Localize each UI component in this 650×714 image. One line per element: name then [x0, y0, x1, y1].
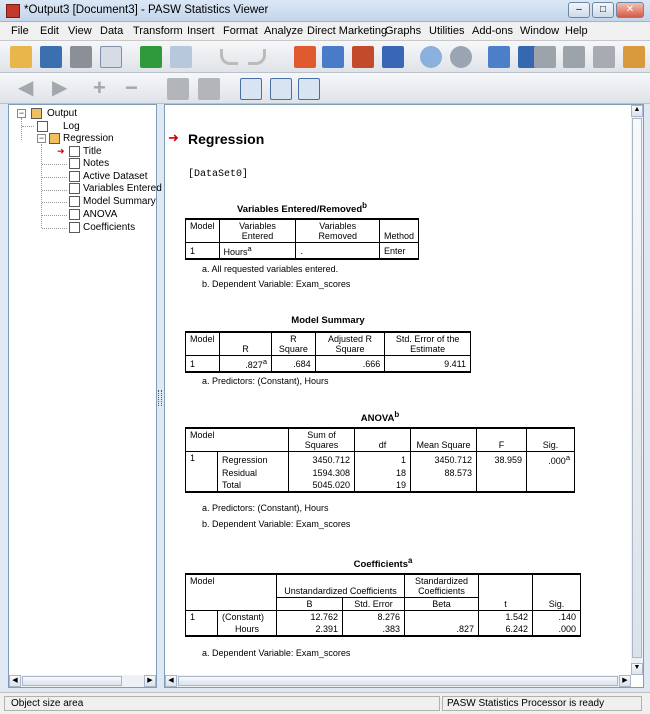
- header-cell: Variables Entered: [219, 219, 296, 243]
- table-cell: [477, 479, 527, 492]
- scroll-left-icon[interactable]: ◀: [9, 675, 21, 687]
- output-doc-icon[interactable]: [563, 46, 585, 68]
- close-button[interactable]: ✕: [616, 2, 644, 18]
- tree-variables-entered[interactable]: Variables Entered: [83, 183, 162, 194]
- content-vscrollbar[interactable]: [631, 105, 643, 675]
- table-cell: 38.959: [477, 452, 527, 468]
- insert-title-icon[interactable]: [270, 78, 292, 100]
- print-icon[interactable]: [70, 46, 92, 68]
- table-cell: 1: [186, 611, 218, 637]
- header-cell: R: [220, 332, 272, 356]
- table-cell: .827: [405, 623, 479, 636]
- menu-utilities[interactable]: Utilities: [429, 25, 465, 37]
- print-preview-icon[interactable]: [100, 46, 122, 68]
- menu-view[interactable]: View: [68, 25, 92, 37]
- show-icon[interactable]: [167, 78, 189, 100]
- open-icon[interactable]: [10, 46, 32, 68]
- output-content-pane: [164, 104, 644, 688]
- active-dataset-icon: [69, 171, 80, 182]
- header-cell: Sum of Squares: [289, 428, 355, 452]
- header-cell: Adjusted R Square: [315, 332, 385, 356]
- header-cell: Model: [186, 332, 220, 356]
- table-cell: 1594.308: [289, 467, 355, 479]
- title-bar: [0, 0, 650, 22]
- scroll-down-icon[interactable]: ▼: [631, 663, 643, 675]
- recall-dialog-icon[interactable]: [170, 46, 192, 68]
- anova-title[interactable]: ANOVA$^b$: [360, 410, 400, 425]
- undo-icon[interactable]: [220, 49, 238, 65]
- table-cell: Hours$^a$: [219, 243, 296, 260]
- header-cell: df: [355, 428, 411, 452]
- table-cell: [411, 479, 477, 492]
- window-title: *Output3 [Document3] - PASW Statistics Viewer: [24, 4, 269, 16]
- menu-add-ons[interactable]: Add-ons: [472, 25, 513, 37]
- header-cell: Sig.: [533, 574, 581, 611]
- table-cell: .000: [533, 623, 581, 636]
- table-cell: 1: [186, 243, 220, 260]
- show-all-icon[interactable]: [488, 46, 510, 68]
- app-icon: [6, 4, 20, 18]
- table-cell: .: [296, 243, 379, 260]
- minimize-button[interactable]: –: [568, 2, 590, 18]
- notes-icon: [69, 158, 80, 169]
- collapse-regression-toggle[interactable]: −: [38, 133, 45, 143]
- current-item-arrow-icon: ➜: [168, 130, 179, 145]
- demote-arrow-icon[interactable]: ▶: [52, 77, 68, 99]
- insert-text-icon[interactable]: [298, 78, 320, 100]
- tree-log[interactable]: Log: [63, 121, 80, 132]
- table-cell: 1.542: [479, 611, 533, 624]
- table-cell: Total: [218, 479, 289, 492]
- menu-direct-marketing[interactable]: Direct Marketing: [307, 25, 388, 37]
- table-footnote: a. Predictors: (Constant), Hours: [202, 503, 329, 513]
- regression-heading[interactable]: Regression: [188, 131, 265, 147]
- table-cell: 88.573: [411, 467, 477, 479]
- table-cell: 9.411: [385, 356, 471, 373]
- table-cell: [527, 467, 575, 479]
- tree-active-dataset[interactable]: Active Dataset: [83, 171, 148, 182]
- title-icon: [69, 146, 80, 157]
- tree-anova[interactable]: ANOVA: [83, 209, 118, 220]
- table-cell: 8.276: [343, 611, 405, 624]
- menu-edit[interactable]: Edit: [40, 25, 59, 37]
- header-cell: Std. Error: [343, 598, 405, 611]
- menu-help[interactable]: Help: [565, 25, 588, 37]
- use-sets-icon[interactable]: [450, 46, 472, 68]
- header-cell: R Square: [272, 332, 316, 356]
- table-cell: 12.762: [277, 611, 343, 624]
- table-cell: 18: [355, 467, 411, 479]
- header-cell: Beta: [405, 598, 479, 611]
- menu-bar: [0, 22, 650, 41]
- save-icon[interactable]: [40, 46, 62, 68]
- toolbar-outline: [0, 73, 650, 104]
- table-cell: .827$^a$: [220, 356, 272, 373]
- insert-icon[interactable]: [593, 46, 615, 68]
- dataset-label[interactable]: [DataSet0]: [188, 169, 249, 180]
- tree-notes[interactable]: Notes: [83, 158, 110, 169]
- table-icon: [69, 196, 80, 207]
- outline-hscroll-thumb[interactable]: [22, 676, 122, 686]
- table-cell: [527, 479, 575, 492]
- table-cell: 3450.712: [289, 452, 355, 468]
- header-cell: Method: [379, 219, 418, 243]
- tree-coefficients[interactable]: Coefficients: [83, 222, 136, 233]
- table-footnote: a. All requested variables entered.: [202, 264, 339, 274]
- table-cell: Hours: [218, 623, 277, 636]
- table-cell: .383: [343, 623, 405, 636]
- menu-file[interactable]: File: [11, 25, 29, 37]
- table-icon: [69, 222, 80, 233]
- maximize-button[interactable]: □: [592, 2, 614, 18]
- table-cell: [477, 467, 527, 479]
- content-hscroll-thumb[interactable]: [178, 676, 618, 686]
- promote-arrow-icon[interactable]: ◀: [18, 77, 34, 99]
- goto-case-icon[interactable]: [322, 46, 344, 68]
- run-icon[interactable]: [623, 46, 645, 68]
- menu-insert[interactable]: Insert: [187, 25, 215, 37]
- value-labels-icon[interactable]: [420, 46, 442, 68]
- header-cell: B: [277, 598, 343, 611]
- header-cell: Mean Square: [411, 428, 477, 452]
- collapse-icon[interactable]: −: [125, 75, 138, 100]
- table-icon: [69, 183, 80, 194]
- table-cell: .684: [272, 356, 316, 373]
- content-hscrollbar[interactable]: [165, 675, 631, 687]
- menu-format[interactable]: Format: [223, 25, 258, 37]
- table-cell: 2.391: [277, 623, 343, 636]
- variables-table-title[interactable]: Variables Entered/Removed$^b$: [237, 201, 367, 216]
- header-cell: Model: [186, 574, 277, 611]
- header-cell: Variables Removed: [296, 219, 379, 243]
- outline-pane: [8, 104, 162, 688]
- status-left: Object size area: [4, 696, 440, 711]
- model-summary-table[interactable]: [185, 331, 471, 373]
- regression-book-icon: [49, 133, 60, 144]
- tree-title[interactable]: Title: [83, 146, 102, 157]
- table-cell: .000$^a$: [527, 452, 575, 468]
- export-icon[interactable]: [140, 46, 162, 68]
- goto-data-icon[interactable]: [294, 46, 316, 68]
- header-cell: Std. Error of the Estimate: [385, 332, 471, 356]
- variables-entered-table[interactable]: [185, 218, 419, 260]
- table-cell: [405, 611, 479, 624]
- menu-data[interactable]: Data: [100, 25, 124, 37]
- table-cell: 1: [186, 452, 218, 493]
- table-cell: 6.242: [479, 623, 533, 636]
- scroll-right-icon[interactable]: ▶: [619, 675, 631, 687]
- table-cell: Regression: [218, 452, 289, 468]
- table-cell: .140: [533, 611, 581, 624]
- content-vscroll-thumb[interactable]: [632, 118, 642, 658]
- tree-output[interactable]: Output: [47, 108, 78, 119]
- status-right: PASW Statistics Processor is ready: [442, 696, 642, 711]
- table-cell: Residual: [218, 467, 289, 479]
- outline-hscrollbar[interactable]: [9, 675, 156, 687]
- menu-transform[interactable]: Transform: [133, 25, 183, 37]
- header-cell: F: [477, 428, 527, 452]
- goto-variable-icon[interactable]: [352, 46, 374, 68]
- log-icon: [37, 121, 48, 132]
- model-summary-title[interactable]: Model Summary: [291, 315, 365, 326]
- table-footnote: b. Dependent Variable: Exam_scores: [202, 279, 351, 289]
- status-bar: [0, 692, 650, 714]
- header-cell: Sig.: [527, 428, 575, 452]
- tree-model-summary[interactable]: Model Summary: [83, 196, 156, 207]
- header-cell: Model: [186, 219, 220, 243]
- insert-heading-icon[interactable]: [240, 78, 262, 100]
- designate-window-icon[interactable]: [534, 46, 556, 68]
- table-cell: .666: [315, 356, 385, 373]
- table-cell: (Constant): [218, 611, 277, 624]
- output-book-icon: [31, 108, 42, 119]
- hide-icon[interactable]: [198, 78, 220, 100]
- header-cell: Model: [186, 428, 289, 452]
- menu-window[interactable]: Window: [520, 25, 560, 37]
- coefficients-table[interactable]: [185, 573, 581, 637]
- anova-table[interactable]: [185, 427, 575, 493]
- current-item-arrow-icon: ➜: [57, 146, 65, 156]
- table-cell: 19: [355, 479, 411, 492]
- expand-icon[interactable]: +: [93, 75, 106, 100]
- table-footnote: a. Predictors: (Constant), Hours: [202, 376, 329, 386]
- table-cell: 1: [186, 356, 220, 373]
- variables-icon[interactable]: [382, 46, 404, 68]
- scroll-right-icon[interactable]: ▶: [144, 675, 156, 687]
- redo-icon[interactable]: [248, 49, 266, 65]
- toolbar-main: [0, 41, 650, 73]
- coefficients-title[interactable]: Coefficients$^a$: [353, 556, 413, 571]
- table-footnote: b. Dependent Variable: Exam_scores: [202, 519, 351, 529]
- table-cell: 5045.020: [289, 479, 355, 492]
- scroll-left-icon[interactable]: ◀: [165, 675, 177, 687]
- table-footnote: a. Dependent Variable: Exam_scores: [202, 648, 351, 658]
- table-cell: 1: [355, 452, 411, 468]
- header-cell: t: [479, 574, 533, 611]
- header-cell: Unstandardized Coefficients: [277, 574, 405, 598]
- splitter-handle[interactable]: [158, 390, 162, 406]
- collapse-output-toggle[interactable]: −: [18, 108, 25, 118]
- table-icon: [69, 209, 80, 220]
- table-cell: Enter: [379, 243, 418, 260]
- tree-regression[interactable]: Regression: [63, 133, 114, 144]
- scroll-up-icon[interactable]: ▲: [631, 105, 643, 117]
- header-cell: Standardized Coefficients: [405, 574, 479, 598]
- menu-analyze[interactable]: Analyze: [264, 25, 304, 37]
- menu-graphs[interactable]: Graphs: [385, 25, 422, 37]
- table-cell: 3450.712: [411, 452, 477, 468]
